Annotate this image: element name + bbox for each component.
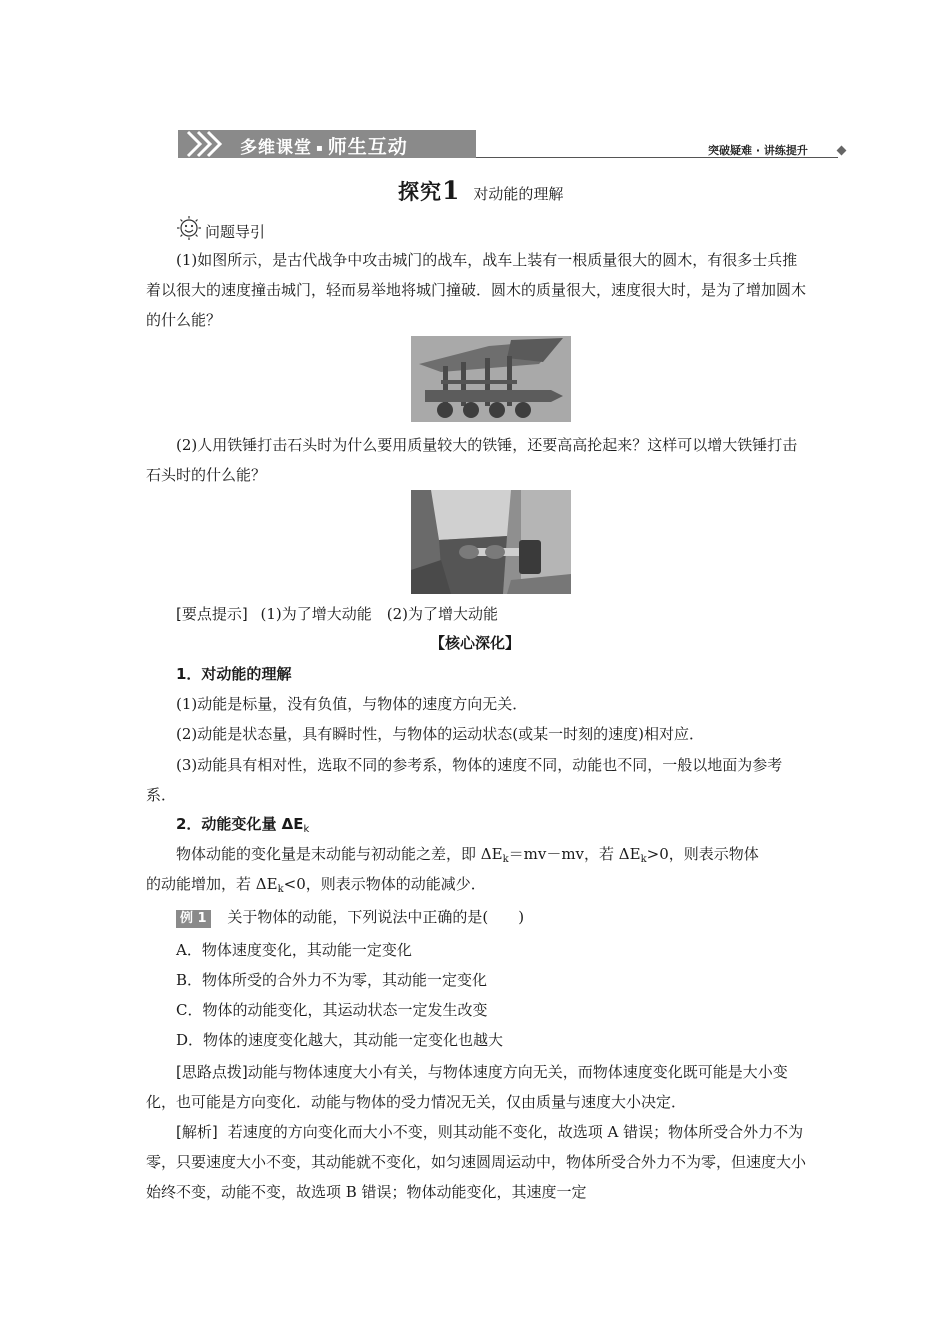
tips-text: (1)为了增大动能 (2)为了增大动能 xyxy=(260,605,498,623)
question-2: (2)人用铁锤打击石头时为什么要用质量较大的铁锤，还要高高抡起来？这样可以增大铁锤打击石头时的什么能？ xyxy=(146,436,798,484)
question-1: (1)如图所示，是古代战争中攻击城门的战车，战车上装有一根质量很大的圆木，有很多士兵推着以很大的速度撞击城门，轻而易举地将城门撞破．圆木的质量很大，速度很大时，是为了增加圆木的什么能？ xyxy=(146,251,807,329)
banner-title: 多维课堂 ▪ 师生互动 xyxy=(240,136,408,158)
hint-paragraph xyxy=(146,1057,806,1117)
item2-title-subscript: k xyxy=(303,824,310,835)
item2-title-text: 2．动能变化量 ΔE xyxy=(176,815,304,833)
example-stem: 关于物体的动能，下列说法中正确的是( ) xyxy=(227,908,525,926)
core-item2-line1 xyxy=(176,844,759,870)
example-1 xyxy=(176,907,524,928)
item2-text-d: 的动能增加，若 ΔE xyxy=(146,875,278,893)
core-item1-p3: (3)动能具有相对性，选取不同的参考系，物体的速度不同，动能也不同，一般以地面为参考系． xyxy=(146,756,783,804)
tips-label: [要点提示] xyxy=(176,605,248,623)
core-item2-title xyxy=(176,814,309,840)
banner-part2: 师生互动 xyxy=(327,136,408,158)
item2-text-a: 物体动能的变化量是末动能与初动能之差，即 ΔE xyxy=(176,845,503,863)
section-label: 探究 xyxy=(398,180,442,204)
core-item1-title: 1．对动能的理解 xyxy=(176,665,292,683)
chevron-right-icon xyxy=(182,130,230,158)
key-tips xyxy=(176,604,498,624)
section-title xyxy=(398,176,563,206)
section-number: 1 xyxy=(442,176,460,205)
core-item1-p2: (2)动能是状态量，具有瞬时性，与物体的运动状态(或某一时刻的速度)相对应． xyxy=(176,725,704,743)
item2-sub-1: k xyxy=(502,854,509,865)
battering-ram-image xyxy=(411,336,571,422)
hint-label: [思路点拨] xyxy=(176,1063,248,1081)
diamond-icon xyxy=(837,146,847,156)
hint-text: 动能与物体速度大小有关，与物体速度方向无关，而物体速度变化既可能是大小变化，也可能是方向变化．动能与物体的受力情况无关，仅由质量与速度大小决定． xyxy=(146,1063,788,1111)
section-subtitle: 对动能的理解 xyxy=(473,185,564,203)
option-a: A．物体速度变化，其动能一定变化 xyxy=(176,941,412,959)
analysis-label: [解析] xyxy=(176,1123,218,1141)
item2-text-e: <0，则表示物体的动能减少． xyxy=(283,875,486,893)
item2-text-b: ＝mv－mv，若 ΔE xyxy=(508,845,641,863)
core-item1-p1: (1)动能是标量，没有负值，与物体的速度方向无关． xyxy=(176,695,528,713)
item2-text-c: >0，则表示物体 xyxy=(646,845,759,863)
option-b: B．物体所受的合外力不为零，其动能一定变化 xyxy=(176,971,488,989)
core-item2-line2 xyxy=(146,874,486,900)
option-c: C．物体的动能变化，其运动状态一定发生改变 xyxy=(176,1001,488,1019)
item2-sub-2: k xyxy=(640,854,647,865)
item2-sub-3: k xyxy=(277,884,284,895)
guide-label: 问题导引 xyxy=(205,223,266,241)
hammer-image xyxy=(411,490,571,594)
header-right-text: 突破疑难 · 讲练提升 xyxy=(708,144,808,157)
smiley-icon xyxy=(175,215,203,241)
option-d: D．物体的速度变化越大，其动能一定变化也越大 xyxy=(176,1031,504,1049)
analysis-paragraph xyxy=(146,1117,806,1207)
section-banner xyxy=(178,130,476,158)
example-badge: 例 1 xyxy=(176,910,211,928)
analysis-text: 若速度的方向变化而大小不变，则其动能不变化，故选项 A 错误；物体所受合外力不为零，只要速度大小不变，其动能就不变化，如匀速圆周运动中，物体所受合外力不为零，但速度大小始终不变，动能不变，故选项 B 错误；物体动能变化，其速度一定 xyxy=(146,1123,807,1201)
banner-part1: 多维课堂 xyxy=(240,138,312,158)
core-heading: 【核心深化】 xyxy=(429,634,520,652)
